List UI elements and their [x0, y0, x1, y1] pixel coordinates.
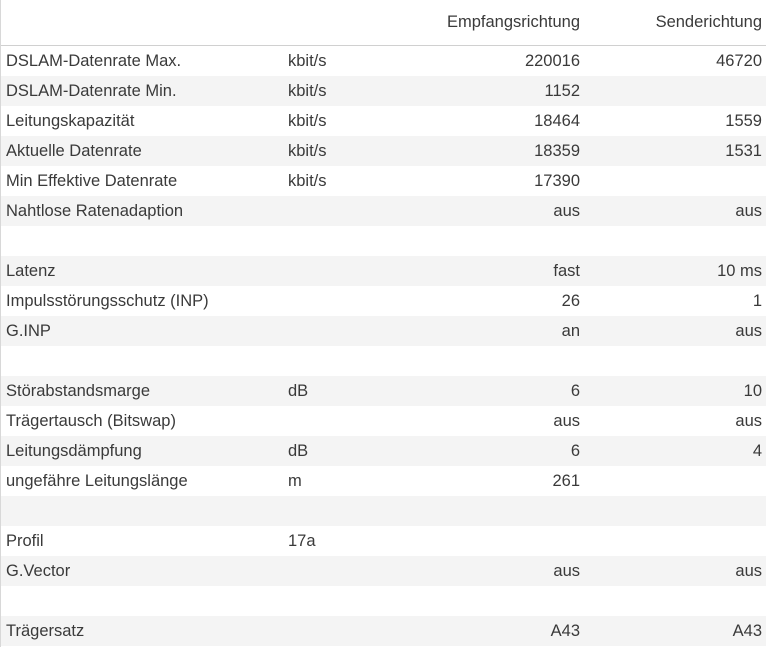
row-upstream-value: 46720	[716, 52, 762, 70]
row-unit: dB	[288, 382, 309, 400]
row-unit: 17a	[288, 532, 316, 550]
row-downstream-value: 220016	[524, 52, 580, 70]
row-unit: kbit/s	[288, 112, 327, 130]
table-row	[1, 526, 766, 556]
row-label: Leitungsdämpfung	[6, 442, 142, 460]
table-row	[1, 466, 766, 496]
table-row	[1, 136, 766, 166]
row-label: Profil	[6, 532, 44, 550]
row-downstream-value: 26	[561, 292, 580, 310]
header-downstream: Empfangsrichtung	[447, 13, 580, 31]
row-upstream-value: 4	[752, 442, 762, 460]
row-label: Impulsstörungsschutz (INP)	[6, 292, 209, 310]
table-row	[1, 196, 766, 226]
row-downstream-value: aus	[553, 202, 580, 220]
table-row	[1, 496, 766, 526]
row-upstream-value: aus	[735, 562, 762, 580]
row-downstream-value: 6	[570, 382, 580, 400]
table-row	[1, 436, 766, 466]
row-label: G.Vector	[6, 562, 71, 580]
row-downstream-value: an	[561, 322, 580, 340]
table-row	[1, 46, 766, 76]
row-downstream-value: 261	[552, 472, 580, 490]
table-row	[1, 586, 766, 616]
row-downstream-value: 18359	[534, 142, 580, 160]
row-downstream-value: 6	[570, 442, 580, 460]
row-upstream-value: 1	[752, 292, 762, 310]
row-upstream-value: 10 ms	[717, 262, 762, 280]
row-downstream-value: 18464	[534, 112, 580, 130]
row-unit: m	[288, 472, 302, 490]
row-label: Trägersatz	[6, 622, 85, 640]
row-upstream-value: 1531	[725, 142, 762, 160]
row-upstream-value: 10	[743, 382, 762, 400]
row-downstream-value: fast	[553, 262, 580, 280]
table-row	[1, 406, 766, 436]
row-label: DSLAM-Datenrate Max.	[6, 52, 182, 70]
table-row	[1, 106, 766, 136]
row-label: Latenz	[6, 262, 56, 280]
table-row	[1, 346, 766, 376]
row-label: ungefähre Leitungslänge	[6, 472, 188, 490]
table-row	[1, 76, 766, 106]
row-upstream-value: aus	[735, 412, 762, 430]
header-upstream: Senderichtung	[655, 13, 762, 31]
row-downstream-value: 17390	[534, 172, 580, 190]
row-unit: kbit/s	[288, 172, 327, 190]
table-header	[1, 0, 766, 46]
table-row	[1, 316, 766, 346]
row-label: G.INP	[6, 322, 51, 340]
row-label: Störabstandsmarge	[6, 382, 150, 400]
row-unit: kbit/s	[288, 142, 327, 160]
table-row	[1, 556, 766, 586]
row-downstream-value: aus	[553, 562, 580, 580]
row-unit: kbit/s	[288, 52, 327, 70]
row-downstream-value: 1152	[544, 82, 580, 100]
row-label: Nahtlose Ratenadaption	[6, 202, 184, 220]
table-row	[1, 376, 766, 406]
table-row	[1, 286, 766, 316]
row-upstream-value: aus	[735, 202, 762, 220]
row-upstream-value: 1559	[725, 112, 762, 130]
table-row	[1, 166, 766, 196]
table-row	[1, 256, 766, 286]
row-label: DSLAM-Datenrate Min.	[6, 82, 177, 100]
row-label: Leitungskapazität	[6, 112, 135, 130]
row-downstream-value: A43	[550, 622, 580, 640]
row-upstream-value: aus	[735, 322, 762, 340]
row-label: Trägertausch (Bitswap)	[6, 412, 176, 430]
table-row	[1, 226, 766, 256]
row-unit: dB	[288, 442, 309, 460]
row-label: Aktuelle Datenrate	[6, 142, 142, 160]
row-downstream-value: aus	[553, 412, 580, 430]
row-upstream-value: A43	[732, 622, 762, 640]
row-unit: kbit/s	[288, 82, 327, 100]
row-label: Min Effektive Datenrate	[6, 172, 178, 190]
table-row	[1, 616, 766, 646]
